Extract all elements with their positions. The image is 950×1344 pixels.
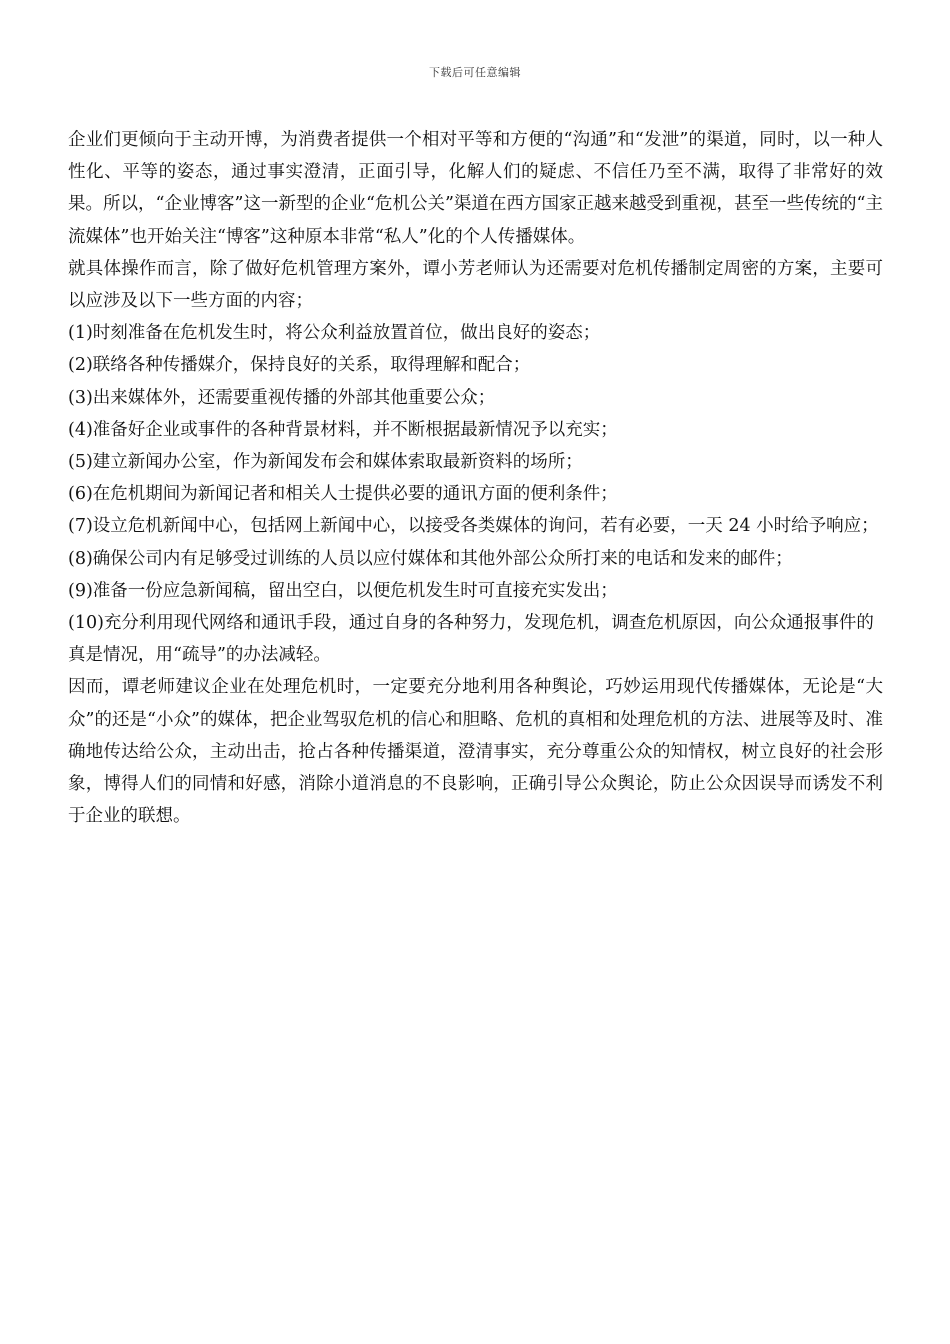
list-item: (10)充分利用现代网络和通讯手段，通过自身的各种努力，发现危机，调查危机原因，向公众通报事件的真是情况，用“疏导”的办法减轻。 [68, 613, 874, 666]
page-header: 下载后可任意编辑 [429, 66, 521, 79]
list-item: (8)确保公司内有足够受过训练的人员以应付媒体和其他外部公众所打来的电话和发来的邮件； [68, 548, 793, 569]
list-item: (6)在危机期间为新闻记者和相关人士提供必要的通讯方面的便利条件； [68, 484, 618, 505]
list-item: (3)出来媒体外，还需要重视传播的外部其他重要公众； [68, 387, 496, 408]
list-item: (4)准备好企业或事件的各种背景材料，并不断根据最新情况予以充实； [68, 419, 618, 440]
document-body [68, 124, 883, 832]
list-item: (5)建立新闻办公室，作为新闻发布会和媒体索取最新资料的场所； [68, 452, 583, 473]
list-item: (9)准备一份应急新闻稿，留出空白，以便危机发生时可直接充实发出； [68, 580, 618, 601]
list-item: (1)时刻准备在危机发生时，将公众利益放置首位，做出良好的姿态； [68, 323, 601, 344]
paragraph-conclusion: 因而，谭老师建议企业在处理危机时，一定要充分地利用各种舆论，巧妙运用现代传播媒体，无论是“大众”的还是“小众”的媒体，把企业驾驭危机的信心和胆略、危机的真相和处理危机的方法、进展等及时、准确地传达给公众，主动出击，抢占各种传播渠道，澄清事实，充分尊重公众的知情权，树立良好的社会形象，博得人们的同情和好感，消除小道消息的不良影响，正确引导公众舆论，防止公众因误导而诱发不利于企业的联想。 [68, 677, 883, 827]
paragraph-intro: 企业们更倾向于主动开博，为消费者提供一个相对平等和方便的“沟通”和“发泄”的渠道，同时，以一种人性化、平等的姿态，通过事实澄清，正面引导，化解人们的疑虑、不信任乃至不满，取得了非常好的效果。所以，“企业博客”这一新型的企业“危机公关”渠道在西方国家正越来越受到重视，甚至一些传统的“主流媒体”也开始关注“博客”这种原本非常“私人”化的个人传播媒体。 [68, 130, 883, 247]
list-item: (2)联络各种传播媒介，保持良好的关系，取得理解和配合； [68, 355, 531, 376]
measures-list [68, 317, 883, 671]
paragraph-operation: 就具体操作而言，除了做好危机管理方案外，谭小芳老师认为还需要对危机传播制定周密的方案，主要可以应涉及以下一些方面的内容； [68, 258, 883, 312]
list-item: (7)设立危机新闻中心，包括网上新闻中心，以接受各类媒体的询问，若有必要，一天 24 小时给予响应； [68, 516, 879, 537]
